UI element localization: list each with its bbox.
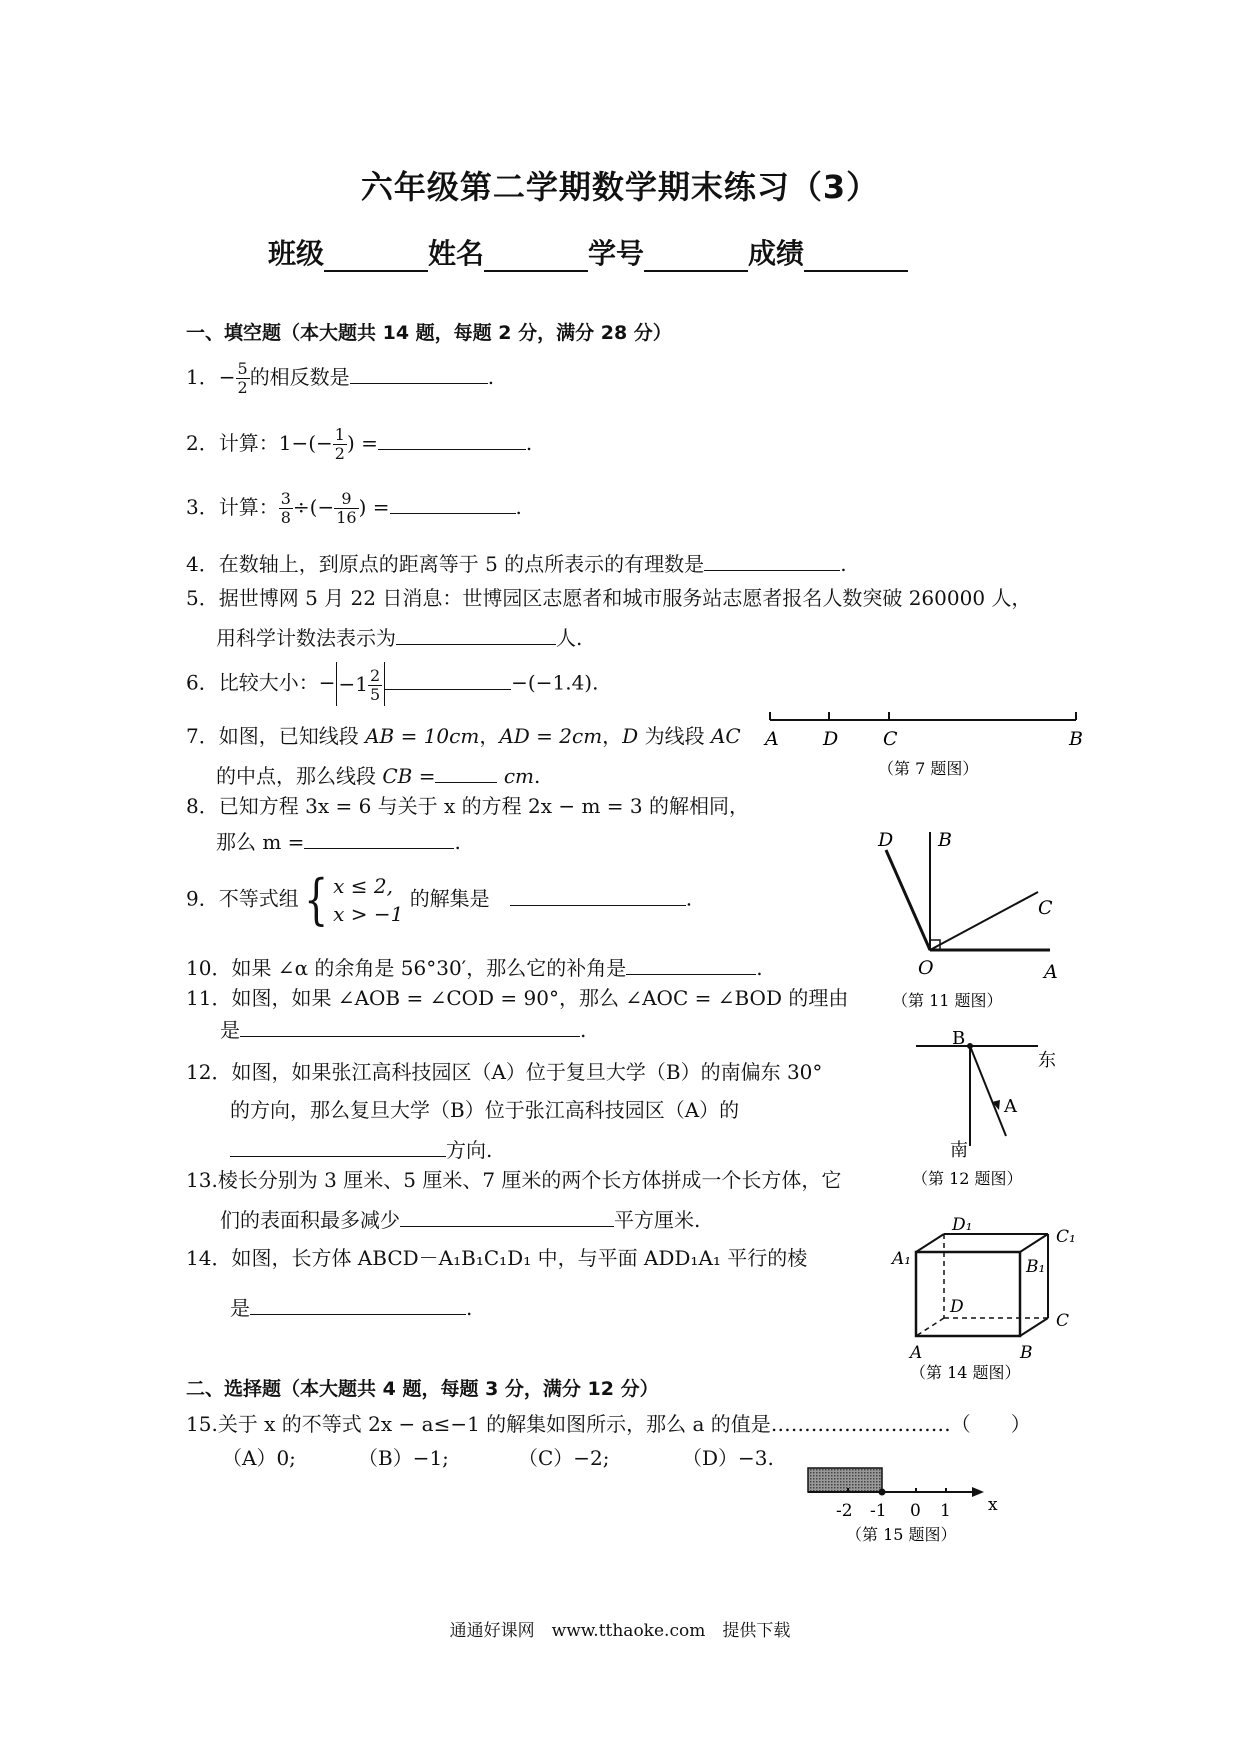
q15-option-c[interactable]: （C）−2; xyxy=(518,1446,610,1470)
fig14-label-c: C xyxy=(1056,1311,1070,1331)
figure-15 xyxy=(804,1460,1014,1570)
q4-end: . xyxy=(840,552,847,576)
q6-fraction xyxy=(368,667,382,704)
q4-text: 在数轴上，到原点的距离等于 5 的点所表示的有理数是 xyxy=(218,552,705,576)
student-info-row xyxy=(268,232,908,272)
q13-number: 13. xyxy=(186,1168,218,1192)
q9-answer-blank[interactable] xyxy=(510,883,686,906)
fig12-caption: （第 12 题图） xyxy=(912,1169,1023,1188)
figure-11 xyxy=(860,822,1080,1012)
fig15-arrow-icon xyxy=(972,1487,984,1497)
fig11-label-a: A xyxy=(1044,961,1058,983)
q12-end: 方向. xyxy=(446,1138,493,1162)
fig7-caption: （第 7 题图） xyxy=(878,759,979,778)
fig14-label-a: A xyxy=(910,1343,923,1363)
question-1 xyxy=(186,360,494,397)
q7-answer-blank[interactable] xyxy=(435,760,497,783)
q5-line2: 用科学计数法表示为 xyxy=(216,626,396,650)
q2-text: 计算：1−(− xyxy=(218,431,333,455)
q14-line1: 如图，长方体 ABCD－A₁B₁C₁D₁ 中，与平面 ADD₁A₁ 平行的棱 xyxy=(231,1246,808,1270)
q13-line1: 棱长分别为 3 厘米、5 厘米、7 厘米的两个长方体拼成一个长方体，它 xyxy=(217,1168,842,1192)
q2-numerator: 1 xyxy=(334,425,345,444)
q6-end: . xyxy=(592,670,599,695)
number-blank[interactable] xyxy=(644,242,748,272)
q6-absolute-value xyxy=(336,662,386,706)
q15-option-d[interactable]: （D）−3. xyxy=(682,1446,774,1470)
question-4 xyxy=(186,548,847,578)
fig14-hidden-da xyxy=(916,1318,944,1336)
q6-number: 6． xyxy=(186,670,219,695)
fig7-label-d: D xyxy=(823,728,839,750)
fig11-ray-oc xyxy=(930,892,1038,950)
fig15-label-1: 1 xyxy=(940,1501,951,1521)
q15-option-b[interactable]: （B）−1; xyxy=(358,1446,449,1470)
q1-number: 1． xyxy=(186,365,219,389)
q6-minus: − xyxy=(318,670,336,695)
q10-number: 10． xyxy=(186,956,232,980)
fig14-label-d: D xyxy=(950,1297,964,1317)
fig14-front-face xyxy=(916,1252,1020,1336)
q12-line2: 的方向，那么复旦大学（B）位于张江高科技园区（A）的 xyxy=(230,1098,740,1122)
q8-line1: 已知方程 3x = 6 与关于 x 的方程 2x − m = 3 的解相同， xyxy=(218,794,749,818)
section1-heading: 一、填空题（本大题共 14 题，每题 2 分，满分 28 分） xyxy=(186,322,672,344)
q15-option-a[interactable]: （A）0; xyxy=(222,1446,296,1470)
question-14 xyxy=(186,1244,807,1322)
fig11-ray-od xyxy=(886,850,930,950)
q3-numerator-2: 9 xyxy=(334,490,358,509)
fig14-edge-bc xyxy=(1020,1318,1048,1336)
score-label: 成绩 xyxy=(748,237,805,270)
q2-denominator: 2 xyxy=(334,444,345,463)
fig7-label-b: B xyxy=(1069,728,1083,750)
q3-mid: ÷(− xyxy=(292,495,335,519)
q4-answer-blank[interactable] xyxy=(704,548,840,571)
q13-line2: 们的表面积最多减少 xyxy=(220,1208,400,1232)
q2-answer-blank[interactable] xyxy=(378,427,526,450)
question-6 xyxy=(186,662,598,706)
q9-row2: x > −1 xyxy=(333,902,404,926)
q11-end: . xyxy=(580,1018,587,1042)
question-8 xyxy=(186,792,749,856)
fig14-label-c1: C₁ xyxy=(1056,1227,1076,1247)
q7-ab: AB = 10cm xyxy=(365,724,480,748)
q5-answer-blank[interactable] xyxy=(396,622,556,645)
question-12 xyxy=(186,1058,822,1164)
q3-numerator-1: 3 xyxy=(280,489,291,508)
class-blank[interactable] xyxy=(324,242,428,272)
q3-fraction-1 xyxy=(279,490,293,527)
q11-line2: 是 xyxy=(220,1018,240,1042)
name-blank[interactable] xyxy=(484,242,588,272)
q3-denominator-2: 16 xyxy=(336,508,357,527)
q3-answer-blank[interactable] xyxy=(390,491,516,514)
q7-ac: AC xyxy=(710,724,741,748)
q10-end: . xyxy=(756,956,763,980)
q6-answer-blank[interactable] xyxy=(385,667,511,690)
q7-end: . xyxy=(534,764,541,788)
q12-answer-blank[interactable] xyxy=(230,1134,446,1157)
fig14-label-d1: D₁ xyxy=(952,1215,973,1235)
section2-heading: 二、选择题（本大题共 4 题，每题 3 分，满分 12 分） xyxy=(186,1378,659,1400)
q7-text-c: 的中点，那么线段 xyxy=(216,764,383,788)
q2-end: . xyxy=(525,431,533,455)
q5-end: 人. xyxy=(556,626,583,650)
q3-text2: ) = xyxy=(358,495,390,519)
fig11-label-o: O xyxy=(918,957,934,979)
q5-number: 5． xyxy=(186,586,219,610)
q6-denominator: 5 xyxy=(369,685,381,704)
q7-cb: CB = xyxy=(382,764,436,788)
q3-number: 3． xyxy=(186,495,219,519)
q1-text: 的相反数是 xyxy=(249,365,350,389)
q7-text-b: 为线段 xyxy=(638,724,711,748)
q7-sep2: ， xyxy=(602,724,623,748)
q7-sep1: ， xyxy=(479,724,500,748)
q11-answer-blank[interactable] xyxy=(240,1014,580,1037)
fig15-label-neg1: -1 xyxy=(870,1501,887,1521)
q8-end: . xyxy=(454,830,461,854)
question-10 xyxy=(186,952,763,982)
fig11-label-d: D xyxy=(878,829,894,851)
q3-text: 计算： xyxy=(218,495,279,519)
q7-d: D xyxy=(622,724,639,748)
q3-denominator-1: 8 xyxy=(280,508,291,527)
fig14-edge-b1c1 xyxy=(1020,1234,1048,1252)
q5-line1: 据世博网 5 月 22 日消息：世博园区志愿者和城市服务站志愿者报名人数突破 260000 人， xyxy=(218,586,1032,610)
question-5 xyxy=(186,584,1031,652)
fig12-label-east: 东 xyxy=(1038,1050,1056,1071)
q9-text2: 的解集是 xyxy=(409,886,490,911)
q9-brace: { xyxy=(303,868,328,931)
q9-text: 不等式组 xyxy=(218,886,299,911)
q1-fraction xyxy=(236,360,250,397)
q9-number: 9． xyxy=(186,886,219,911)
q7-unit: cm xyxy=(503,764,535,788)
fig12-label-b: B xyxy=(952,1028,966,1049)
q12-number: 12． xyxy=(186,1060,232,1084)
q4-number: 4． xyxy=(186,552,219,576)
fig15-solution-shading xyxy=(808,1468,882,1492)
q3-end: . xyxy=(515,495,522,519)
question-9 xyxy=(186,868,693,931)
figure-7 xyxy=(760,700,1090,782)
q1-answer-blank[interactable] xyxy=(350,361,488,384)
fig15-caption: （第 15 题图） xyxy=(846,1525,957,1544)
q7-text-a: 如图，已知线段 xyxy=(218,724,366,748)
q2-number: 2． xyxy=(186,431,219,455)
q15-number: 15. xyxy=(186,1412,218,1436)
fig11-caption: （第 11 题图） xyxy=(892,991,1003,1010)
q2-fraction xyxy=(333,426,347,463)
q8-answer-blank[interactable] xyxy=(304,826,454,849)
fig15-label-x: x xyxy=(988,1495,998,1515)
q12-line1: 如图，如果张江高科技园区（A）位于复旦大学（B）的南偏东 30° xyxy=(231,1060,823,1084)
question-7 xyxy=(186,722,741,790)
fig14-caption: （第 14 题图） xyxy=(910,1363,1021,1382)
q8-number: 8． xyxy=(186,794,219,818)
footer-credit: 通通好课网 www.tthaoke.com 提供下载 xyxy=(449,1621,791,1641)
q13-answer-blank[interactable] xyxy=(400,1204,614,1227)
question-13 xyxy=(186,1166,841,1234)
fig14-label-a1: A₁ xyxy=(892,1249,912,1269)
q10-answer-blank[interactable] xyxy=(626,952,756,975)
q1-end: . xyxy=(487,365,495,389)
q9-end: . xyxy=(685,886,693,911)
q14-end: . xyxy=(466,1296,473,1320)
fig12-point-b xyxy=(967,1043,973,1049)
fig7-label-c: C xyxy=(883,728,898,750)
q6-whole: −1 xyxy=(338,672,368,696)
question-11 xyxy=(186,984,848,1044)
name-label: 姓名 xyxy=(428,237,485,270)
fig12-direction-ray xyxy=(970,1046,1006,1136)
q10-text: 如果 ∠α 的余角是 56°30′，那么它的补角是 xyxy=(231,956,627,980)
fig15-label-neg2: -2 xyxy=(836,1501,853,1521)
fig12-label-south: 南 xyxy=(950,1140,968,1161)
q3-fraction-2 xyxy=(334,490,358,527)
q9-system xyxy=(333,872,403,928)
fig14-label-b: B xyxy=(1020,1343,1033,1363)
fig7-label-a: A xyxy=(765,728,779,750)
page-title: 六年级第二学期数学期末练习（3） xyxy=(360,168,880,206)
q9-row1: x ≤ 2, xyxy=(333,874,393,898)
q7-number: 7． xyxy=(186,724,219,748)
score-blank[interactable] xyxy=(804,242,908,272)
fig11-label-b: B xyxy=(938,829,952,851)
q8-line2: 那么 m = xyxy=(216,830,305,854)
figure-12 xyxy=(900,1018,1080,1200)
q1-sign: − xyxy=(218,365,236,389)
fig15-point-neg1 xyxy=(879,1489,886,1496)
fig12-label-a: A xyxy=(1004,1096,1017,1117)
q1-denominator: 2 xyxy=(237,378,248,397)
number-label: 学号 xyxy=(588,237,645,270)
fig11-label-c: C xyxy=(1038,897,1053,919)
fig15-label-0: 0 xyxy=(910,1501,921,1521)
question-3 xyxy=(186,490,522,527)
q1-numerator: 5 xyxy=(237,359,248,378)
q11-line1: 如图，如果 ∠AOB = ∠COD = 90°，那么 ∠AOC = ∠BOD 的理由 xyxy=(231,986,849,1010)
q6-text: 比较大小： xyxy=(218,670,319,695)
q15-text: 关于 x 的不等式 2x − a≤−1 的解集如图所示，那么 a 的值是………………………（ ） xyxy=(217,1412,1031,1436)
fig14-edge-a1d1 xyxy=(916,1234,944,1252)
q6-right: −(−1.4) xyxy=(511,670,593,695)
q11-number: 11． xyxy=(186,986,232,1010)
q14-line2: 是 xyxy=(230,1296,250,1320)
q6-numerator: 2 xyxy=(369,666,381,685)
q14-answer-blank[interactable] xyxy=(250,1292,466,1315)
q14-number: 14． xyxy=(186,1246,232,1270)
fig14-label-b1: B₁ xyxy=(1026,1257,1046,1277)
q7-ad: AD = 2cm xyxy=(499,724,603,748)
q13-end: 平方厘米. xyxy=(614,1208,701,1232)
class-label: 班级 xyxy=(268,237,325,270)
q2-text2: ) = xyxy=(346,431,378,455)
question-2 xyxy=(186,426,532,463)
figure-14 xyxy=(880,1212,1090,1384)
